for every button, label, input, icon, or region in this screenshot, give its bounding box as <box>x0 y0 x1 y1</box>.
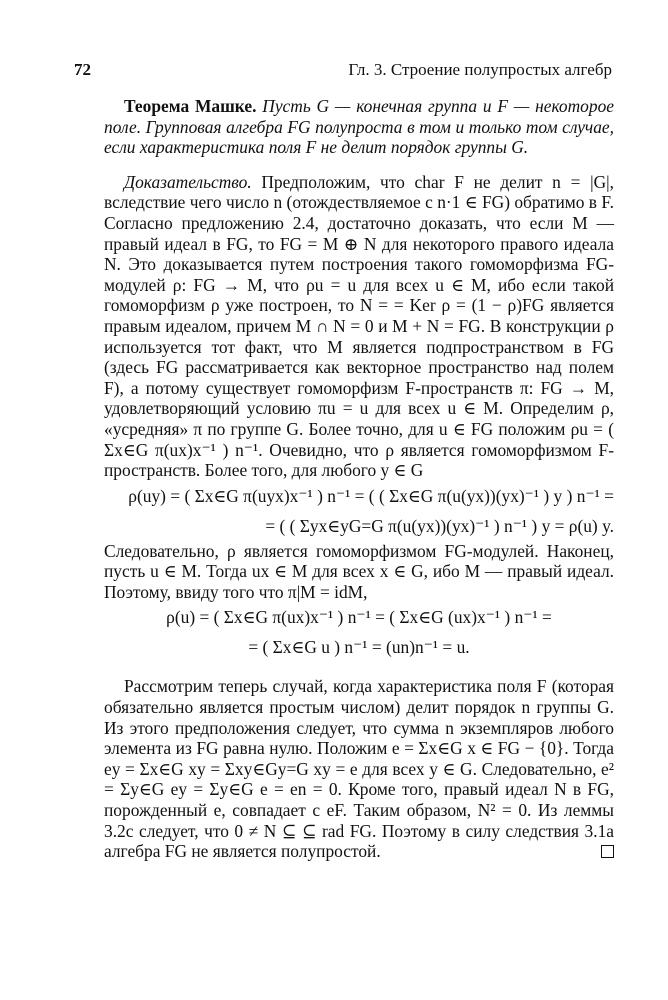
proof-text-1: Предположим, что char F не делит n = |G|, вследствие чего число n (отождествляемое с n·1 ∈ FG) обратимо в F. Согласно предложению 2.4, достаточно доказать, что если M — правый идеал в FG, то FG = M ⊕ N для некоторого правого идеала N. Это доказывается путем построения такого гомоморфизма FG-модулей ρ: FG → M, что ρu = u для всех u ∈ M, ибо если такой гомоморфизм ρ уже построен, то N = = Ker ρ = (1 − ρ)FG является правым идеалом, причем M ∩ N = 0 и M + N = FG. В конструкции ρ используется тот факт, что M является подпространством в FG (здесь FG рассматривается как векторное пространство над полем F), а потому существует гомоморфизм F-пространств π: FG → M, удовлетворяющий условию πu = u для всех u ∈ M. Определим ρ, «усредняя» π по группе G. Более точно, для u ∈ FG положим ρu = ( Σx∈G π(ux)x⁻¹ ) n⁻¹. Очевидно, что ρ является гомоморфизмом F-пространств. Более того, для любого y ∈ G <box>104 171 614 481</box>
proof-paragraph-1 <box>104 172 614 481</box>
formula-1-line-2: = ( ( Σyx∈yG=G π(u(yx))(yx)⁻¹ ) n⁻¹ ) y = ρ(u) y. <box>265 515 614 536</box>
theorem-statement: Пусть G — конечная группа и F — некоторое поле. Групповая алгебра FG полупроста в том и только том случае, если характеристика поля F не делит порядок группы G. <box>104 96 614 158</box>
page-body <box>104 96 614 862</box>
formula-1-line-1: ρ(uy) = ( Σx∈G π(uyx)x⁻¹ ) n⁻¹ = ( ( Σx∈G π(u(yx))(yx)⁻¹ ) y ) n⁻¹ = <box>128 485 614 506</box>
proof-paragraph-3 <box>104 676 614 861</box>
formula-2-line-2: = ( Σx∈G u ) n⁻¹ = (un)n⁻¹ = u. <box>248 637 470 658</box>
proof-paragraph-2: Следовательно, ρ является гомоморфизмом FG-модулей. Наконец, пусть u ∈ M. Тогда ux ∈ M для всех x ∈ G, ибо M — правый идеал. Поэтому, ввиду того что π|M = idM, <box>104 540 614 602</box>
formula-2-line-1: ρ(u) = ( Σx∈G π(ux)x⁻¹ ) n⁻¹ = ( Σx∈G (ux)x⁻¹ ) n⁻¹ = <box>166 607 552 628</box>
proof-text-3: Рассмотрим теперь случай, когда характеристика поля F (которая обязательно является простым числом) делит порядок n группы G. Из этого предположения следует, что сумма n экземпляров любого элемента из FG равна нулю. Положим e = Σx∈G x ∈ FG − {0}. Тогда ey = Σx∈G xy = Σxy∈Gy=G xy = e для всех y ∈ G. Следовательно, e² = Σy∈G ey = Σy∈G e = en = 0. Кроме того, правый идеал N в FG, порожденный e, совпадает с eF. Таким образом, N² = 0. Из леммы 3.2c следует, что 0 ≠ N ⊆ ⊆ rad FG. Поэтому в силу следствия 3.1a алгебра FG не является полупростой. <box>104 676 614 862</box>
theorem-paragraph <box>104 96 614 158</box>
end-of-proof-square-icon <box>601 845 614 858</box>
page-number: 72 <box>74 60 91 79</box>
proof-label: Доказательство. <box>124 171 252 192</box>
theorem-name: Теорема Машке. <box>124 96 257 116</box>
running-header: Гл. 3. Строение полупростых алгебр <box>348 60 612 79</box>
